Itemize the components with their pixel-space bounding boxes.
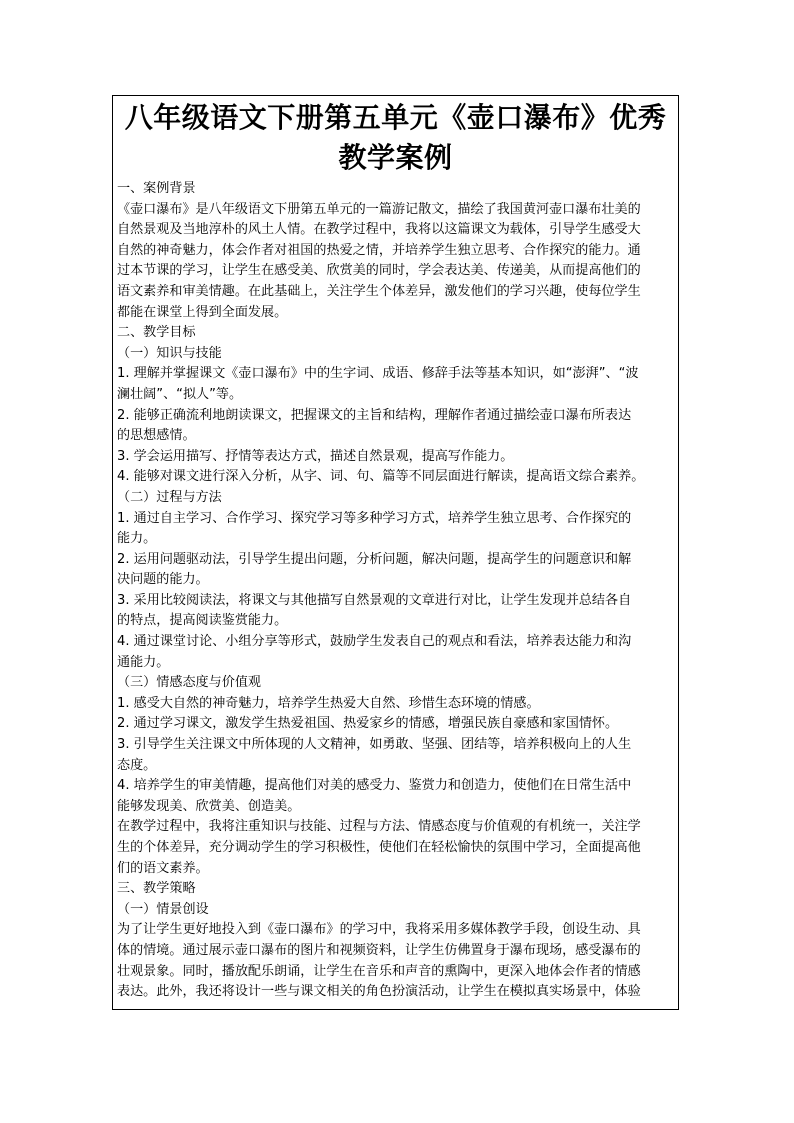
text-line: 《壶口瀑布》是八年级语文下册第五单元的一篇游记散文，描绘了我国黄河壶口瀑布壮美的 [117,201,641,217]
document-title [113,98,678,178]
text-line: 4. 通过课堂讨论、小组分享等形式，鼓励学生发表自己的观点和看法，培养表达能力和沟 [117,634,632,650]
text-line: 体的情境。通过展示壶口瀑布的图片和视频资料，让学生仿佛置身于瀑布现场，感受瀑布的 [117,942,641,958]
text-line: 1. 理解并掌握课文《壶口瀑布》中的生字词、成语、修辞手法等基本知识，如“澎湃”、“波 [117,366,639,382]
text-line: 1. 感受大自然的神奇魅力，培养学生热爱大自然、珍惜生态环境的情感。 [117,695,540,711]
text-line: 1. 通过自主学习、合作学习、探究学习等多种学习方式，培养学生独立思考、合作探究的 [117,510,632,526]
text-line: 一、案例背景 [117,181,196,196]
text-line: 决问题的能力。 [117,572,209,588]
text-line: 为了让学生更好地投入到《壶口瀑布》的学习中，我将采用多媒体教学手段，创设生动、具 [117,922,641,938]
text-line: 自然景观及当地淳朴的风土人情。在教学过程中，我将以这篇课文为载体，引导学生感受大 [117,222,641,238]
text-line: 2. 通过学习课文，激发学生热爱祖国、热爱家乡的情感，增强民族自豪感和家国情怀。 [117,716,619,732]
text-line: 3. 学会运用描写、抒情等表达方式，描述自然景观，提高写作能力。 [117,448,514,464]
text-line: 自然的神奇魅力，体会作者对祖国的热爱之情，并培养学生独立思考、合作探究的能力。通 [117,242,641,258]
document-frame [112,95,679,1010]
text-line: 的特点，提高阅读鉴赏能力。 [117,613,288,629]
text-line: 能力。 [117,531,157,547]
text-line: 3. 采用比较阅读法，将课文与其他描写自然景观的文章进行对比，让学生发现并总结各自 [117,592,632,608]
text-line: 通能力。 [117,654,170,670]
text-line: 二、教学目标 [117,325,196,341]
text-line: 能够发现美、欣赏美、创造美。 [117,798,301,814]
text-line: （一）知识与技能 [117,345,222,361]
text-line: 表达。此外，我还将设计一些与课文相关的角色扮演活动，让学生在模拟真实场景中，体验 [117,984,641,1000]
title-line: 教学案例 [338,141,453,174]
text-line: 4. 培养学生的审美情趣，提高他们对美的感受力、鉴赏力和创造力，使他们在日常生活中 [117,778,632,794]
document-body [113,178,678,1003]
text-line: （二）过程与方法 [117,489,222,505]
text-line: （一）情景创设 [117,901,209,917]
text-line: 2. 运用问题驱动法，引导学生提出问题，分析问题，解决问题，提高学生的问题意识和解 [117,551,632,567]
text-line: 生的个体差异，充分调动学生的学习积极性，使他们在轻松愉快的氛围中学习，全面提高他 [117,840,641,855]
text-line: 们的语文素养。 [117,860,209,876]
title-line: 八年级语文下册第五单元《壶口瀑布》优秀 [124,101,667,134]
text-line: 过本节课的学习，让学生在感受美、欣赏美的同时，学会表达美、传递美，从而提高他们的 [117,263,641,279]
text-line: （三）情感态度与价值观 [117,675,262,691]
text-line: 2. 能够正确流利地朗读课文，把握课文的主旨和结构，理解作者通过描绘壶口瀑布所表达 [117,407,632,423]
text-line: 态度。 [117,757,157,773]
text-line: 澜壮阔”、“拟人”等。 [117,386,243,402]
text-line: 3. 引导学生关注课文中所体现的人文精神，如勇敢、坚强、团结等，培养积极向上的人生 [117,737,632,753]
text-line: 4. 能够对课文进行深入分析，从字、词、句、篇等不同层面进行解读，提高语文综合素养。 [117,469,645,485]
text-line: 三、教学策略 [117,881,196,897]
text-line: 在教学过程中，我将注重知识与技能、过程与方法、情感态度与价值观的有机统一，关注学 [117,819,641,835]
text-line: 都能在课堂上得到全面发展。 [117,304,288,320]
text-line: 语文素养和审美情趣。在此基础上，关注学生个体差异，激发他们的学习兴趣，使每位学生 [117,283,641,299]
text-line: 的思想感情。 [117,428,196,444]
text-line: 壮观景象。同时，播放配乐朗诵，让学生在音乐和声音的熏陶中，更深入地体会作者的情感 [117,963,641,979]
